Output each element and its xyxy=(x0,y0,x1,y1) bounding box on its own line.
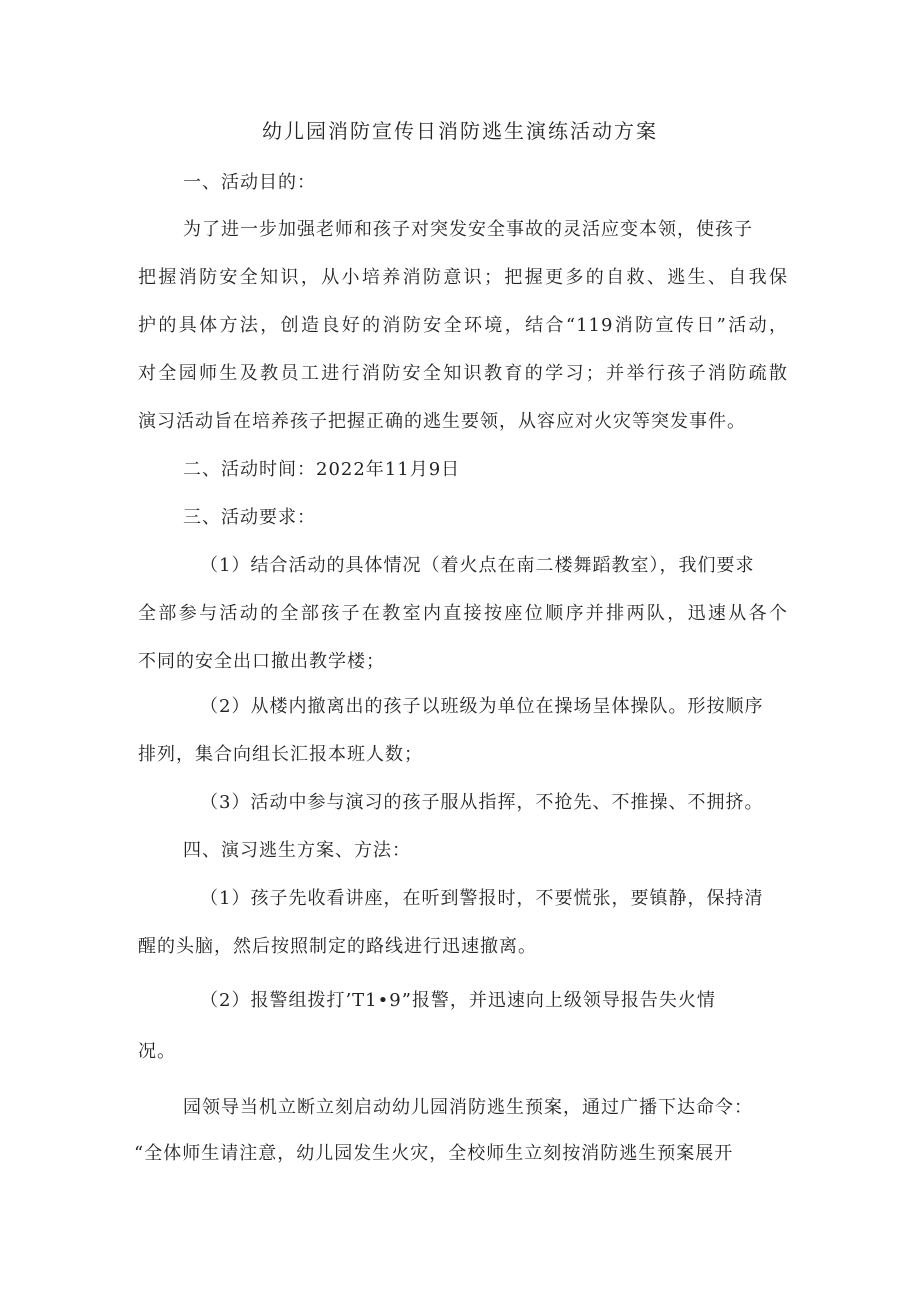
section-heading-requirements: 三、活动要求： xyxy=(183,507,316,528)
paragraph-line: 把握消防安全知识，从小培养消防意识；把握更多的自救、逃生、自我保 xyxy=(138,267,788,288)
section-heading-method: 四、演习逃生方案、方法： xyxy=(183,840,411,861)
paragraph-line: 醒的头脑，然后按照制定的路线进行迅速撤离。 xyxy=(138,936,537,957)
paragraph-line: （3）活动中参与演习的孩子服从指挥，不抢先、不推操、不拥挤。 xyxy=(200,792,764,813)
document-title: 幼儿园消防宣传日消防逃生演练活动方案 xyxy=(262,119,658,143)
paragraph-line: 全部参与活动的全部孩子在教室内直接按座位顺序并排两队，迅速从各个 xyxy=(138,603,788,624)
paragraph-line: （1）结合活动的具体情况（着火点在南二楼舞蹈教室），我们要求 xyxy=(200,555,755,576)
paragraph-line: 演习活动旨在培养孩子把握正确的逃生要领，从容应对火灾等突发事件。 xyxy=(138,411,746,432)
paragraph-line: 对全园师生及教员工进行消防安全知识教育的学习；并举行孩子消防疏散 xyxy=(138,363,788,384)
paragraph-line: 不同的安全出口撤出教学楼； xyxy=(138,651,385,672)
paragraph-line: （1）孩子先收看讲座，在听到警报时，不要慌张，要镇静，保持清 xyxy=(200,888,764,909)
section-heading-purpose: 一、活动目的： xyxy=(183,172,316,193)
paragraph-line: （2）从楼内撤离出的孩子以班级为单位在操场呈体操队。形按顺序 xyxy=(200,696,764,717)
section-heading-time: 二、活动时间：2022年11月9日 xyxy=(183,459,461,480)
paragraph-line: 护的具体方法，创造良好的消防安全环境，结合“119消防宣传日”活动， xyxy=(138,315,788,336)
paragraph-line: （2）报警组拨打’T1•9”报警，并迅速向上级领导报告失火情 xyxy=(200,990,716,1011)
paragraph-line: 排列，集合向组长汇报本班人数； xyxy=(138,744,423,765)
paragraph-line: 园领导当机立断立刻启动幼儿园消防逃生预案，通过广播下达命令： xyxy=(183,1097,753,1118)
paragraph-line: 为了进一步加强老师和孩子对突发安全事故的灵活应变本领，使孩子 xyxy=(183,219,753,240)
paragraph-line: “全体师生请注意，幼儿园发生火灾，全校师生立刻按消防逃生预案展开 xyxy=(134,1143,734,1164)
paragraph-line: 况。 xyxy=(138,1041,176,1062)
